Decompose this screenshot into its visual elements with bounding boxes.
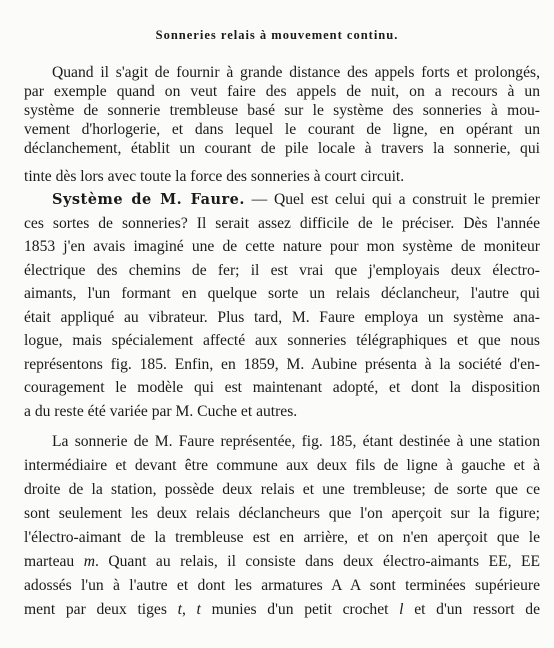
text-line: tinte dès lors avec toute la force des sonneries à court circuit. bbox=[24, 168, 405, 185]
text-line: intermédiaire et devant être commune aux deux fils de ligne à gauche et à bbox=[24, 457, 540, 474]
running-header: Sonneries relais à mouvement continu. bbox=[155, 28, 399, 42]
text-line: droite de la station, possède deux relais et une trembleuse; de sorte que ce bbox=[24, 481, 540, 498]
text-line bbox=[24, 552, 540, 571]
text-span: munies d'un petit crochet bbox=[200, 601, 400, 618]
text-line bbox=[24, 600, 540, 619]
text-span: , bbox=[181, 601, 197, 618]
text-line: vement d'horlogerie, et dans lequel le courant de ligne, en opérant un bbox=[24, 121, 540, 138]
text-line: logue, mais spécialement affecté aux sonneries télégraphiques et que nous bbox=[24, 332, 540, 349]
text-line: a du reste été variée par M. Cuche et autres. bbox=[24, 403, 298, 420]
text-line: l'électro-aimant de la trembleuse est en arrière, et on n'en aperçoit que le bbox=[24, 529, 540, 546]
text-line: adossés l'un à l'autre et dont les armatures A A sont terminées supérieure bbox=[24, 577, 540, 594]
text-span: — Quel est celui qui a construit le premier bbox=[244, 191, 540, 208]
text-span: . Quant au relais, il consiste dans deux électro-aimants EE, EE bbox=[94, 553, 540, 570]
text-line: ces sortes de sonneries? Il serait assez difficile de le préciser. Dès l'année bbox=[24, 215, 540, 232]
text-line: représentons fig. 185. Enfin, en 1859, M. Aubine présenta à la société d'en- bbox=[24, 356, 540, 373]
text-span: ment par deux tiges bbox=[24, 601, 178, 618]
text-line: La sonnerie de M. Faure représentée, fig. 185, étant destinée à une station bbox=[52, 433, 540, 450]
section-heading: Système de M. Faure. bbox=[52, 191, 245, 208]
variable-t: t bbox=[196, 601, 201, 618]
variable-t: t bbox=[177, 601, 182, 618]
text-line: était appliqué au vibrateur. Plus tard, M. Faure employa un système ana- bbox=[24, 309, 540, 326]
text-line: Quand il s'agit de fournir à grande distance des appels forts et prolongés, bbox=[52, 64, 540, 81]
text-line: système de sonnerie trembleuse basé sur le système des sonneries à mou- bbox=[24, 102, 540, 119]
text-line: couragement le modèle qui est maintenant adopté, et dont la disposition bbox=[24, 379, 540, 396]
text-line: aimants, l'un formant en quelque sorte un relais déclancheur, l'autre qui bbox=[24, 285, 540, 302]
text-line: par exemple quand on veut faire des appels de nuit, on a recours à un bbox=[24, 83, 540, 100]
text-line: sont seulement les deux relais déclancheurs que l'on aperçoit sur la figure; bbox=[24, 505, 540, 522]
text-line: 1853 j'en avais imaginé une de cette nature pour mon système de moniteur bbox=[24, 238, 540, 255]
section-heading-line bbox=[52, 190, 540, 209]
text-span: marteau bbox=[24, 553, 84, 570]
text-line: électrique des chemins de fer; il est vrai que j'employais deux électro- bbox=[24, 262, 540, 279]
text-span: et d'un ressort de bbox=[403, 601, 541, 618]
text-line: déclanchement, établit un courant de pile locale à travers la sonnerie, qui bbox=[24, 140, 540, 157]
variable-m: m bbox=[83, 553, 95, 570]
variable-l: l bbox=[399, 601, 404, 618]
